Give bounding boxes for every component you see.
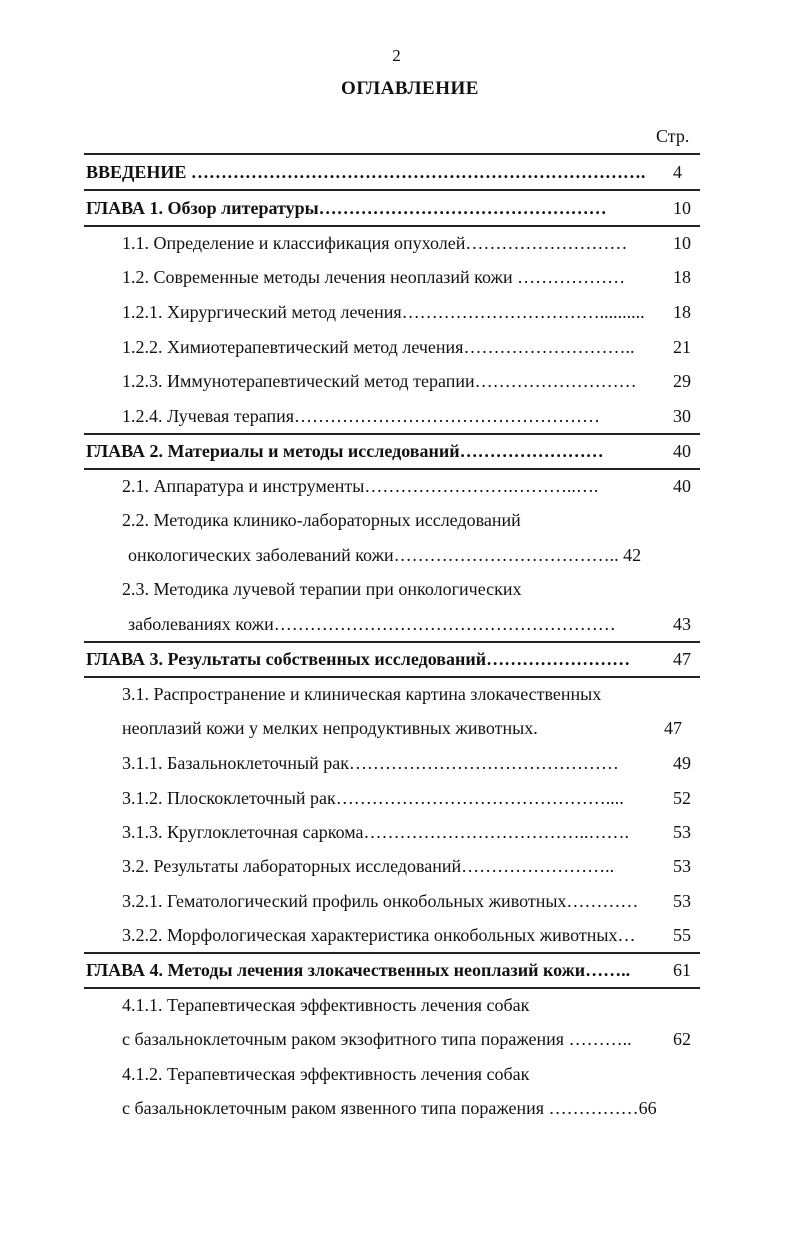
toc-entry-3-1-3: 3.1.3. Круглоклеточная саркома………………………………..…….: [122, 822, 629, 842]
toc-page-4-1-1: 62: [673, 1029, 691, 1049]
toc-page-1-2-4: 30: [673, 406, 691, 426]
toc-page-1-2-3: 29: [673, 371, 691, 391]
toc-entry-1-2-2: 1.2.2. Химиотерапевтический метод лечения………………………..: [122, 337, 635, 357]
toc-entry-1-2-1: 1.2.1. Хирургический метод лечения……………………………..........: [122, 302, 645, 322]
toc-page-3-2-2: 55: [673, 925, 691, 945]
toc-page-1-2-1: 18: [673, 302, 691, 322]
toc-page-introduction: 4: [673, 162, 682, 182]
page-column-label: Стр.: [656, 126, 690, 146]
toc-page-3-1: 47: [664, 718, 682, 738]
page-number: 2: [392, 46, 401, 65]
rule: [84, 952, 700, 954]
toc-entry-4-1-1: 4.1.1. Терапевтическая эффективность лечения собак: [122, 995, 530, 1015]
toc-page-3-1-2: 52: [673, 788, 691, 808]
toc-entry-4-1-1-cont: с базальноклеточным раком экзофитного типа поражения ………..: [122, 1029, 632, 1049]
toc-entry-1-2-4: 1.2.4. Лучевая терапия……………………………………………: [122, 406, 600, 426]
toc-page-2-1: 40: [673, 476, 691, 496]
toc-entry-3-1-cont: неоплазий кожи у мелких непродуктивных животных.: [122, 718, 538, 738]
toc-page-3-2-1: 53: [673, 891, 691, 911]
rule: [84, 433, 700, 435]
toc-entry-3-1-2: 3.1.2. Плоскоклеточный рак………………………………………....: [122, 788, 624, 808]
toc-page-chapter-2: 40: [673, 441, 691, 461]
toc-entry-3-1-1: 3.1.1. Базальноклеточный рак………………………………………: [122, 753, 619, 773]
rule: [84, 225, 700, 227]
toc-entry-2-3-cont: заболеваниях кожи…………………………………………………: [128, 614, 616, 634]
toc-entry-4-1-2-cont: с базальноклеточным раком язвенного типа поражения ……………66: [122, 1098, 657, 1118]
toc-page-chapter-4: 61: [673, 960, 691, 980]
toc-entry-2-2-cont: онкологических заболеваний кожи……………………………….. 42: [128, 545, 642, 565]
toc-entry-chapter-1: ГЛАВА 1. Обзор литературы…………………………………………: [86, 198, 607, 218]
toc-entry-1-2: 1.2. Современные методы лечения неоплазий кожи ………………: [122, 267, 626, 287]
toc-page-3-1-1: 49: [673, 753, 691, 773]
toc-entry-3-2: 3.2. Результаты лабораторных исследований……………………..: [122, 856, 615, 876]
toc-entry-2-2: 2.2. Методика клинико-лабораторных исследований: [122, 510, 521, 530]
toc-page-chapter-3: 47: [673, 649, 691, 669]
toc-page-3-2: 53: [673, 856, 691, 876]
rule: [84, 189, 700, 191]
toc-entry-2-3: 2.3. Методика лучевой терапии при онкологических: [122, 579, 522, 599]
toc-page-3-1-3: 53: [673, 822, 691, 842]
toc-entry-3-2-1: 3.2.1. Гематологический профиль онкобольных животных…………: [122, 891, 639, 911]
page-title: ОГЛАВЛЕНИЕ: [341, 78, 479, 99]
toc-entry-chapter-4: ГЛАВА 4. Методы лечения злокачественных неоплазий кожи……..: [86, 960, 631, 980]
toc-entry-chapter-3: ГЛАВА 3. Результаты собственных исследований……………………: [86, 649, 631, 669]
toc-entry-3-2-2: 3.2.2. Морфологическая характеристика онкобольных животных…: [122, 925, 636, 945]
toc-entry-1-2-3: 1.2.3. Иммунотерапевтический метод терапии………………………: [122, 371, 637, 391]
toc-entry-4-1-2: 4.1.2. Терапевтическая эффективность лечения собак: [122, 1064, 530, 1084]
toc-entry-chapter-2: ГЛАВА 2. Материалы и методы исследований……………………: [86, 441, 604, 461]
rule-top: [84, 153, 700, 155]
toc-entry-3-1: 3.1. Распространение и клиническая картина злокачественных: [122, 684, 602, 704]
toc-page-1-2: 18: [673, 267, 691, 287]
toc-page-chapter-1: 10: [673, 198, 691, 218]
toc-page-2-3: 43: [673, 614, 691, 634]
rule: [84, 641, 700, 643]
toc-entry-introduction: ВВЕДЕНИЕ ………………………………………………………………….: [86, 162, 646, 182]
toc-entry-1-1: 1.1. Определение и классификация опухолей………………………: [122, 233, 628, 253]
rule: [84, 468, 700, 470]
toc-page-1-1: 10: [673, 233, 691, 253]
toc-entry-2-1: 2.1. Аппаратура и инструменты…………………….………..….: [122, 476, 599, 496]
toc-page-1-2-2: 21: [673, 337, 691, 357]
rule: [84, 987, 700, 989]
rule: [84, 676, 700, 678]
